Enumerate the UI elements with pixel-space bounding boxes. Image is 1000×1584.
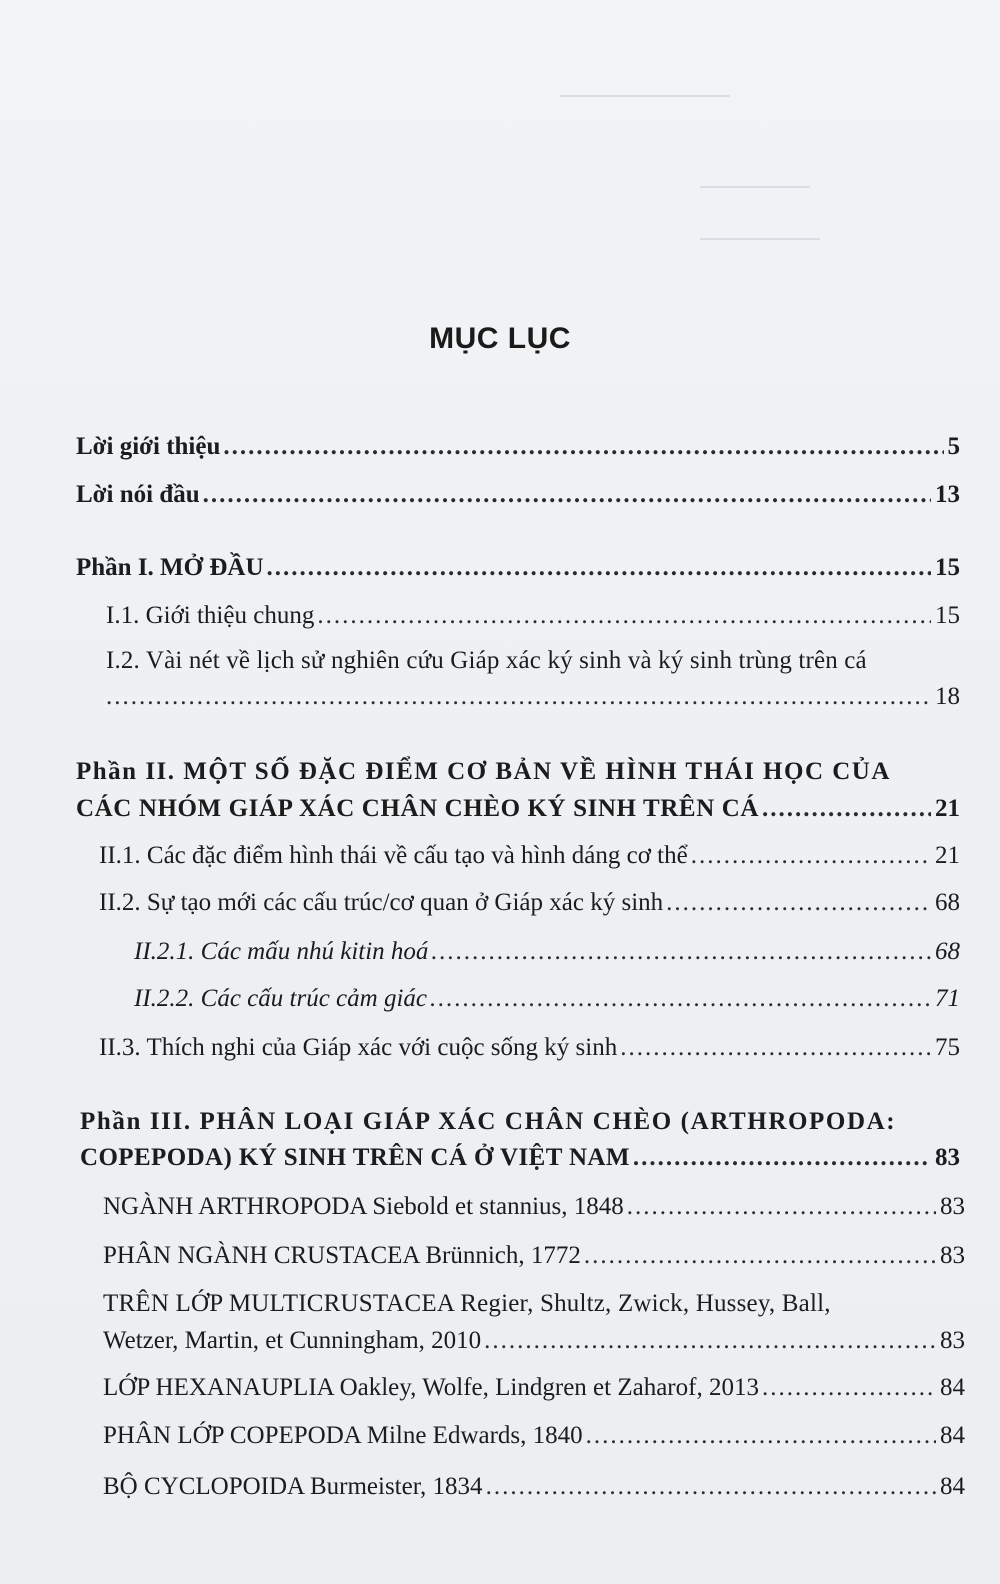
toc-entry-label[interactable]: Phần III. PHÂN LOẠI GIÁP XÁC CHÂN CHÈO (ARTHROPODA: (80, 1108, 897, 1135)
toc-entry[interactable] (106, 601, 960, 631)
toc-entry-label: Phần I. MỞ ĐẦU (76, 554, 264, 581)
toc-entry-label: I.1. Giới thiệu chung (106, 602, 315, 629)
dot-leader (430, 984, 931, 1014)
toc-entry[interactable] (76, 794, 960, 824)
toc-entry[interactable] (103, 1241, 965, 1271)
dot-leader (431, 937, 931, 967)
toc-entry[interactable] (134, 937, 960, 967)
dot-leader (584, 1241, 936, 1271)
dot-leader (586, 1421, 936, 1451)
page-title: MỤC LỤC (429, 322, 571, 355)
toc-page-number: 15 (935, 602, 960, 629)
toc-entry-label: NGÀNH ARTHROPODA Siebold et stannius, 1848 (103, 1193, 624, 1220)
toc-entry-label[interactable]: Phần II. MỘT SỐ ĐẶC ĐIỂM CƠ BẢN VỀ HÌNH THÁI HỌC CỦA (76, 758, 891, 785)
toc-entry[interactable] (103, 1373, 965, 1403)
toc-entry-label: PHÂN NGÀNH CRUSTACEA Brünnich, 1772 (103, 1242, 581, 1269)
toc-entry[interactable] (99, 841, 960, 871)
toc-page-number: 68 (935, 938, 960, 965)
toc-entry[interactable] (103, 1326, 965, 1356)
toc-page-number: 84 (940, 1374, 965, 1401)
dot-leader (484, 1326, 936, 1356)
toc-page-number: 75 (935, 1034, 960, 1061)
toc-page-number: 21 (935, 795, 960, 822)
dot-leader (691, 841, 931, 871)
toc-entry-label: BỘ CYCLOPOIDA Burmeister, 1834 (103, 1473, 483, 1500)
toc-entry[interactable] (103, 1421, 965, 1451)
toc-entry-label: II.1. Các đặc điểm hình thái về cấu tạo và hình dáng cơ thể (99, 842, 688, 869)
dot-leader (486, 1472, 936, 1502)
dot-leader (620, 1033, 931, 1063)
toc-entry[interactable] (99, 1033, 960, 1063)
toc-entry-label: COPEPODA) KÝ SINH TRÊN CÁ Ở VIỆT NAM (80, 1144, 630, 1171)
toc-entry[interactable] (103, 1192, 965, 1222)
dot-leader (762, 794, 931, 824)
toc-entry[interactable] (106, 682, 960, 712)
toc-entry-label: II.2.2. Các cấu trúc cảm giác (134, 985, 427, 1012)
toc-entry-label[interactable]: I.2. Vài nét về lịch sử nghiên cứu Giáp xác ký sinh và ký sinh trùng trên cá (106, 647, 867, 674)
toc-entry[interactable] (76, 553, 960, 583)
toc-page-number: 18 (935, 683, 960, 710)
toc-entry-label: Lời giới thiệu (76, 433, 221, 460)
toc-page-number: 5 (947, 433, 960, 460)
dot-leader (267, 553, 931, 583)
dot-leader (633, 1143, 931, 1173)
toc-entry[interactable] (76, 432, 960, 462)
toc-page-number: 83 (940, 1193, 965, 1220)
toc-page-number: 71 (935, 985, 960, 1012)
toc-entry-label[interactable]: TRÊN LỚP MULTICRUSTACEA Regier, Shultz, Zwick, Hussey, Ball, (103, 1290, 831, 1317)
dot-leader (762, 1373, 936, 1403)
dot-leader (627, 1192, 936, 1222)
toc-page-number: 84 (940, 1473, 965, 1500)
toc-entry[interactable] (99, 888, 960, 918)
toc-page-number: 13 (935, 481, 960, 508)
toc-entry[interactable] (80, 1143, 960, 1173)
toc-entry-label: LỚP HEXANAUPLIA Oakley, Wolfe, Lindgren et Zaharof, 2013 (103, 1374, 759, 1401)
toc-entry-label: CÁC NHÓM GIÁP XÁC CHÂN CHÈO KÝ SINH TRÊN CÁ (76, 795, 760, 822)
toc-entry-label: II.3. Thích nghi của Giáp xác với cuộc sống ký sinh (99, 1034, 618, 1061)
toc-page-number: 68 (935, 889, 960, 916)
toc-entry-label: II.2. Sự tạo mới các cấu trúc/cơ quan ở Giáp xác ký sinh (99, 889, 664, 916)
dot-leader (223, 432, 943, 462)
toc-entry-label: II.2.1. Các mấu nhú kitin hoá (134, 938, 429, 965)
toc-entry-label: Wetzer, Martin, et Cunningham, 2010 (103, 1327, 482, 1354)
toc-page-number: 84 (940, 1422, 965, 1449)
toc-page-number: 21 (935, 842, 960, 869)
toc-entry[interactable] (103, 1472, 965, 1502)
dot-leader (106, 682, 931, 712)
dot-leader (203, 480, 931, 510)
toc-entry-label: Lời nói đầu (76, 481, 200, 508)
toc-entry[interactable] (76, 480, 960, 510)
toc-page-number: 83 (940, 1327, 965, 1354)
dot-leader (317, 601, 931, 631)
toc-entry-label: PHÂN LỚP COPEPODA Milne Edwards, 1840 (103, 1422, 583, 1449)
toc-page-number: 15 (935, 554, 960, 581)
toc-entry[interactable] (134, 984, 960, 1014)
toc-page-number: 83 (935, 1144, 960, 1171)
toc-page-number: 83 (940, 1242, 965, 1269)
dot-leader (666, 888, 931, 918)
